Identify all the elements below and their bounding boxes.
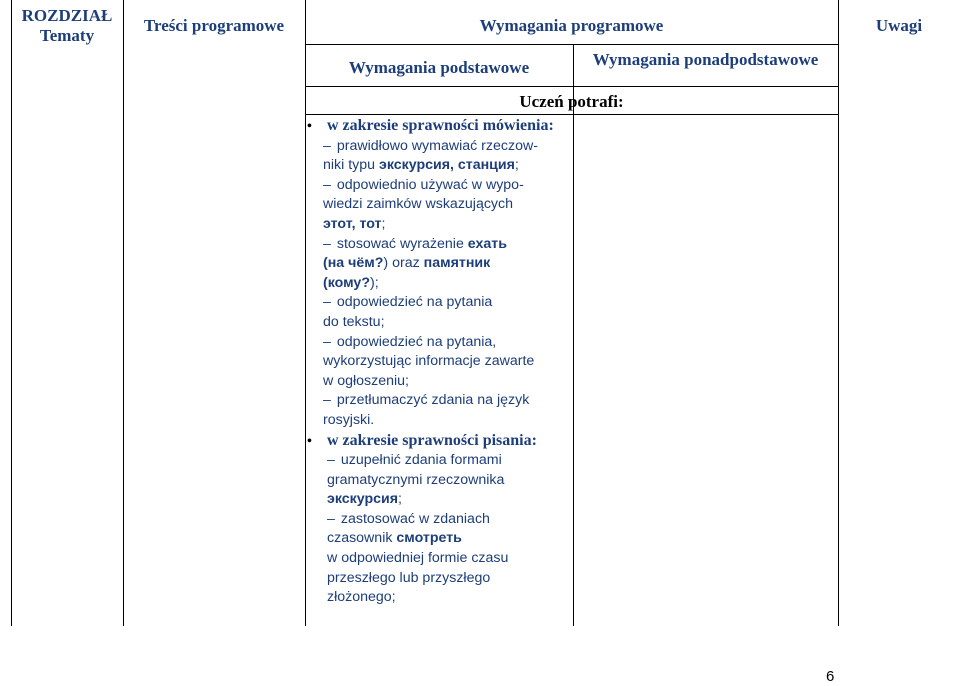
row-divider-content xyxy=(305,114,838,115)
item-text: odpowiednio używać w wypo- xyxy=(336,176,524,193)
list-item xyxy=(305,510,573,530)
item-text: wiedzi zaimków wskazujących xyxy=(323,196,514,213)
item-text: ; xyxy=(381,215,386,232)
dash-icon: – xyxy=(323,333,331,350)
header-tematy-label: Tematy xyxy=(39,26,95,45)
russian-term: (кому? xyxy=(323,274,370,291)
list-item xyxy=(305,451,573,471)
russian-term: смотреть xyxy=(396,530,462,547)
item-text: ) oraz xyxy=(383,255,424,272)
column-divider-1 xyxy=(123,0,124,626)
section-speaking-title xyxy=(305,116,573,137)
section-writing-title xyxy=(305,431,573,452)
russian-term: (на чём? xyxy=(323,255,384,272)
bullet-icon: • xyxy=(307,119,312,134)
item-text: czasownik xyxy=(327,530,397,547)
item-text: przetłumaczyć zdania na język xyxy=(336,392,530,409)
table-border-left xyxy=(11,0,12,626)
item-text: stosować wyrażenie xyxy=(336,235,468,252)
dash-icon: – xyxy=(323,294,331,311)
list-item xyxy=(305,235,573,255)
header-ponadpodstawowe: Wymagania ponadpodstawowe xyxy=(592,50,819,69)
item-text: ; xyxy=(514,157,519,174)
russian-term: этот, тот xyxy=(323,215,382,232)
russian-term: экскурсия xyxy=(327,491,398,508)
column-divider-3 xyxy=(573,44,574,626)
header-uwagi: Uwagi xyxy=(875,16,923,35)
dash-icon: – xyxy=(323,392,331,409)
list-item-cont xyxy=(305,254,573,274)
item-text: rosyjski. xyxy=(323,411,375,428)
dash-icon: – xyxy=(323,176,331,193)
row-divider-wymagania xyxy=(305,44,838,45)
russian-term: ехать xyxy=(467,235,507,252)
list-item-cont xyxy=(305,215,573,235)
list-item-cont xyxy=(305,313,573,333)
item-text: przeszłego lub przyszłego xyxy=(327,569,491,586)
russian-term: памятник xyxy=(423,255,491,272)
header-uczen: Uczeń potrafi: xyxy=(519,92,624,111)
item-text: uzupełnić zdania formami xyxy=(340,452,502,469)
item-text: gramatycznymi rzeczownika xyxy=(327,471,505,488)
list-item-cont xyxy=(305,529,573,549)
list-item-cont xyxy=(305,372,573,392)
list-item xyxy=(305,293,573,313)
requirements-content xyxy=(305,116,573,608)
column-divider-4 xyxy=(838,0,839,626)
list-item-cont xyxy=(305,569,573,589)
list-item-cont xyxy=(305,471,573,491)
list-item-cont xyxy=(305,352,573,372)
list-item xyxy=(305,333,573,353)
list-item-cont xyxy=(305,588,573,608)
header-rozdzial-label: ROZDZIAŁ xyxy=(21,6,113,25)
list-item xyxy=(305,176,573,196)
section-writing-label: w zakresie sprawności pisania: xyxy=(327,431,537,449)
dash-icon: – xyxy=(327,510,335,527)
list-item xyxy=(305,137,573,157)
item-text: ); xyxy=(369,274,379,291)
item-text: niki typu xyxy=(323,157,379,174)
item-text: w ogłoszeniu; xyxy=(323,372,409,389)
header-wymagania: Wymagania programowe xyxy=(479,16,664,35)
item-text: odpowiedzieć na pytania xyxy=(336,294,493,311)
header-tresci: Treści programowe xyxy=(143,16,285,35)
header-podstawowe: Wymagania podstawowe xyxy=(348,58,530,77)
dash-icon: – xyxy=(327,452,335,469)
item-text: do tekstu; xyxy=(323,313,385,330)
row-divider-uczen xyxy=(305,86,838,87)
item-text: wykorzystując informacje zawarte xyxy=(323,353,535,370)
page-number: 6 xyxy=(826,668,835,685)
russian-term: экскурсия, станция xyxy=(379,157,515,174)
list-item xyxy=(305,391,573,411)
section-speaking-label: w zakresie sprawności mówienia: xyxy=(327,117,554,134)
item-text: złożonego; xyxy=(327,589,396,606)
list-item-cont xyxy=(305,549,573,569)
item-text: prawidłowo wymawiać rzeczow- xyxy=(336,137,538,154)
list-item-cont xyxy=(305,195,573,215)
item-text: w odpowiedniej formie czasu xyxy=(327,550,509,567)
list-item-cont xyxy=(305,490,573,510)
item-text: odpowiedzieć na pytania, xyxy=(336,333,497,350)
dash-icon: – xyxy=(323,235,331,252)
list-item-cont xyxy=(305,411,573,431)
dash-icon: – xyxy=(323,137,331,154)
item-text: ; xyxy=(398,491,402,508)
list-item-cont xyxy=(305,156,573,176)
header-rozdzial xyxy=(11,6,123,46)
list-item-cont xyxy=(305,274,573,294)
item-text: zastosować w zdaniach xyxy=(340,510,490,527)
bullet-icon: • xyxy=(307,433,312,449)
